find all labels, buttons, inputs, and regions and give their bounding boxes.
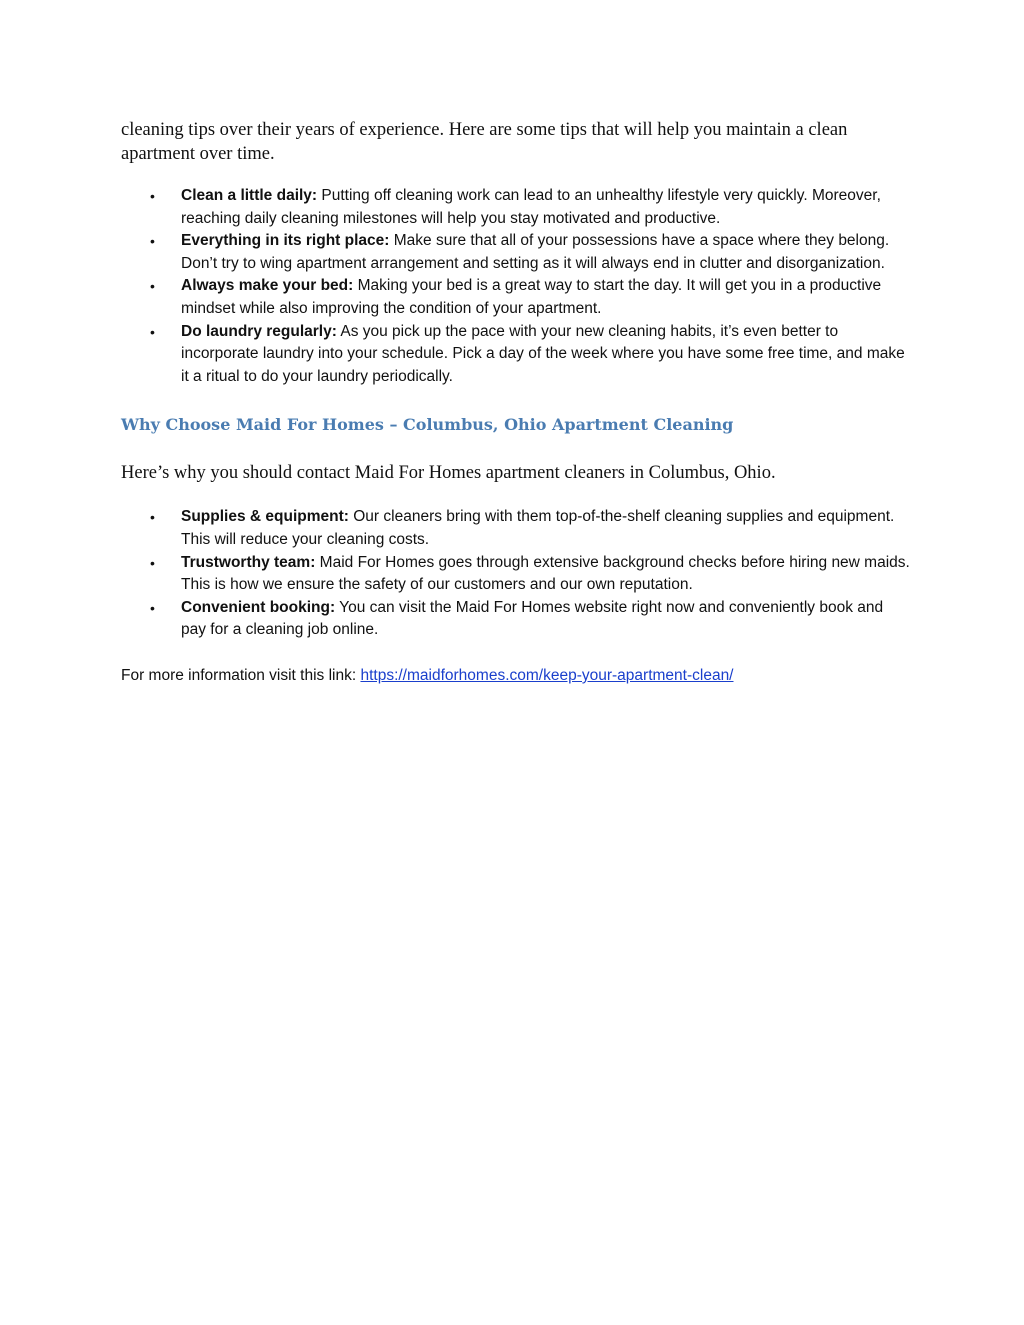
list-item-title: Everything in its right place: [181, 232, 390, 250]
bullet-icon: • [150, 509, 155, 526]
more-info-line [121, 665, 911, 687]
list-item-title: Always make your bed: [181, 277, 354, 295]
list-item [121, 552, 911, 597]
list-item-title: Supplies & equipment: [181, 508, 349, 526]
intro-paragraph: cleaning tips over their years of experience. Here are some tips that will help you maintain a clean apartment over time. [121, 120, 848, 164]
list-item-text: Maid For Homes goes through extensive background checks before hiring new maids. This is how we ensure the safety of our customers and our own reputation. [181, 553, 910, 594]
bullet-icon: • [150, 599, 155, 616]
list-item-text: Putting off cleaning work can lead to an unhealthy lifestyle very quickly. Moreover, reaching daily cleaning milestones will help you stay motivated and productive. [181, 187, 881, 227]
more-info-link[interactable]: https://maidforhomes.com/keep-your-apartment-clean/ [360, 666, 734, 684]
list-item-text: You can visit the Maid For Homes website right now and conveniently book and pay for a cleaning job online. [181, 598, 884, 639]
list-item [121, 321, 911, 389]
list-item-text: Make sure that all of your possessions have a space where they belong. Don’t try to wing apartment arrangement and setting as it will always end in clutter and disorganization. [181, 232, 890, 272]
more-info-prefix: For more information visit this link: [121, 666, 361, 684]
bullet-icon: • [150, 233, 155, 250]
section-lead-paragraph: Here’s why you should contact Maid For Homes apartment cleaners in Columbus, Ohio. [121, 463, 776, 484]
bullet-icon: • [150, 554, 155, 571]
list-item [121, 185, 911, 230]
bullet-icon: • [150, 188, 155, 204]
list-item-title: Clean a little daily: [181, 187, 318, 204]
list-item-title: Trustworthy team: [181, 553, 316, 571]
section-heading: Why Choose Maid For Homes – Columbus, Ohio Apartment Cleaning [121, 415, 734, 435]
list-item-text: Our cleaners bring with them top-of-the-shelf cleaning supplies and equipment. This will reduce your cleaning costs. [181, 508, 895, 548]
list-item [121, 597, 911, 642]
list-item [121, 506, 911, 551]
list-item-text: Making your bed is a great way to start the day. It will get you in a productive mindset while also improving the condition of your apartment. [181, 277, 882, 317]
document-page [121, 118, 911, 687]
cleaning-tips-list [121, 185, 911, 388]
list-item-text: As you pick up the pace with your new cleaning habits, it’s even better to incorporate laundry into your schedule. Pick a day of the week where you have some free time, and make it a ritual to do your laundry periodically. [181, 322, 905, 385]
list-item-title: Do laundry regularly: [181, 322, 337, 340]
list-item-title: Convenient booking: [181, 598, 336, 616]
reasons-list [121, 506, 911, 642]
bullet-icon: • [150, 278, 155, 295]
bullet-icon: • [150, 323, 155, 340]
list-item [121, 230, 911, 275]
list-item [121, 275, 911, 320]
